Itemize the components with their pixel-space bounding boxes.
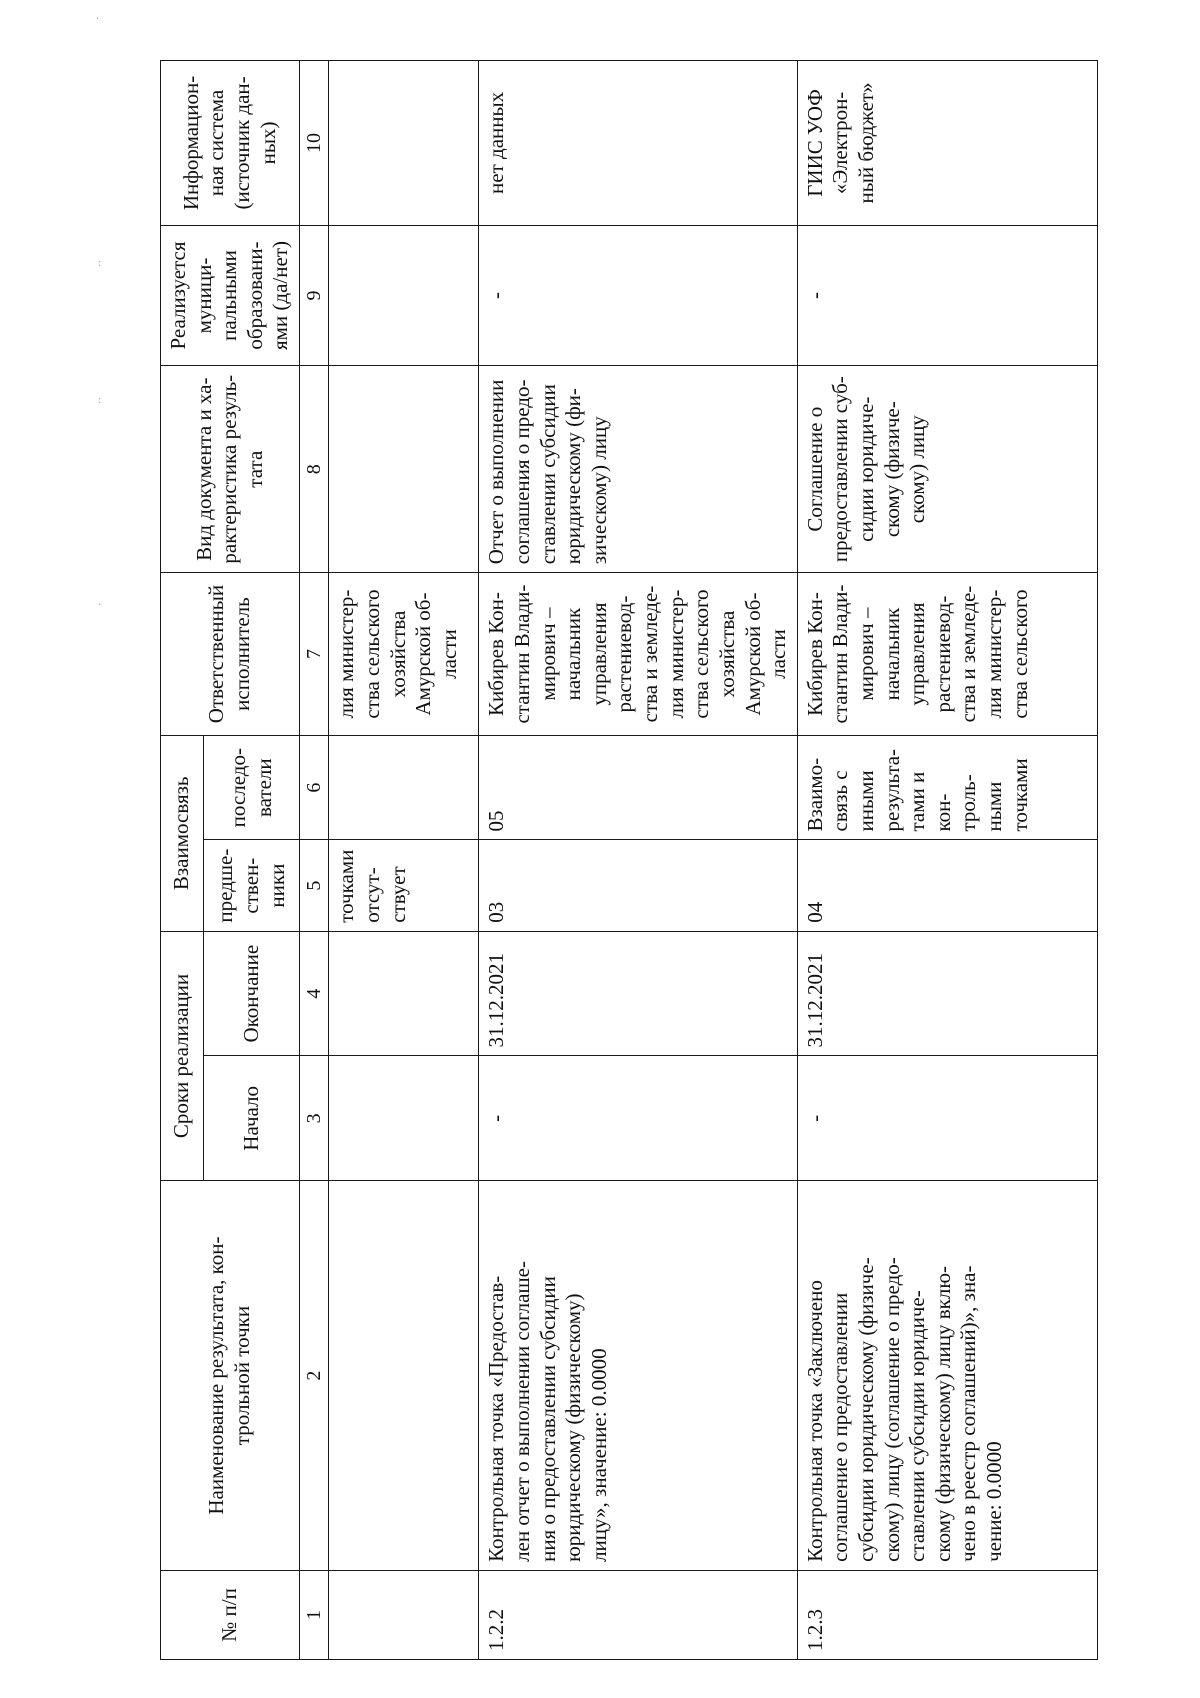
row-executor: Кибирев Кон- стантин Влади- мирович – начальник управления растениевод- ства и земледе- лия министер- ства сельского [797,573,1097,736]
row-executor: лия министер- ства сельского хозяйства Амурской об- ласти [329,573,479,736]
row-pred: 04 [797,840,1097,931]
scan-speck: · [96,14,100,25]
header-end: Окончание [204,931,300,1056]
row-system [329,61,479,226]
results-table [160,60,1098,1660]
scan-speck: : [98,395,102,406]
row-system: ГИИС УОФ «Электрон- ный бюджет» [797,61,1097,226]
column-number-row [300,61,329,1660]
header-succ: последо- ватели [204,735,300,840]
column-number: 4 [300,931,329,1056]
header-pred: предше- ствен- ники [204,840,300,931]
column-number: 1 [300,1570,329,1659]
row-start: - [797,1056,1097,1181]
header-relation: Взаимосвязь [161,735,204,931]
rotated-table-container [160,60,1080,1660]
row-doc [329,366,479,573]
row-end [329,931,479,1056]
row-succ: 05 [479,735,797,840]
scan-speck: : [98,258,102,269]
row-name [329,1181,479,1571]
column-number: 7 [300,573,329,736]
header-system: Информацион- ная система (источник дан- ных) [161,61,300,226]
row-doc: Отчет о выполнении соглашения о предо- ставлении субсидии юридическому (фи- зическому) лицу [479,366,797,573]
row-num [329,1570,479,1659]
row-num: 1.2.2 [479,1570,797,1659]
row-end: 31.12.2021 [479,931,797,1056]
header-num: № п/п [161,1570,300,1659]
column-number: 6 [300,735,329,840]
row-name: Контрольная точка «Заключено соглашение о предоставлении субсидии юридическому (физиче- скому) лицу (соглашение о предо- ставлении субсидии юридиче- скому (физическому) лицу вклю- чено в реестр соглашений)», зна- чение: 0.0000 [797,1181,1097,1571]
column-number: 2 [300,1181,329,1571]
row-succ [329,735,479,840]
column-number: 10 [300,61,329,226]
row-municipal: - [797,225,1097,365]
row-system: нет данных [479,61,797,226]
row-pred: 03 [479,840,797,931]
column-number: 3 [300,1056,329,1181]
table-row [797,61,1097,1660]
header-start: Начало [204,1056,300,1181]
column-number: 5 [300,840,329,931]
column-number: 9 [300,225,329,365]
row-start: - [479,1056,797,1181]
row-municipal [329,225,479,365]
row-name: Контрольная точка «Предостав- лен отчет о выполнении соглаше- ния о предоставлении субсидии юридическому (физическому) лицу», значение: 0.0000 [479,1181,797,1571]
row-num: 1.2.3 [797,1570,1097,1659]
scan-speck: · [98,600,102,611]
header-executor: Ответственный исполнитель [161,573,300,736]
column-number: 8 [300,366,329,573]
header-name: Наименование результата, кон- трольной точки [161,1181,300,1571]
header-terms: Сроки реализации [161,931,204,1180]
row-start [329,1056,479,1181]
row-succ: Взаимо- связь с иными результа- тами и кон- троль- ными точками [797,735,1097,840]
header-municipal: Реализуется муници- пальными образовани- ями (да/нет) [161,225,300,365]
table-row [479,61,797,1660]
row-doc: Соглашение о предоставлении суб- сидии юридиче- скому (физиче- скому) лицу [797,366,1097,573]
row-municipal: - [479,225,797,365]
row-executor: Кибирев Кон- стантин Влади- мирович – начальник управления растениевод- ства и земледе- лия министер- ства сельского хозяйства Амурской об- ласти [479,573,797,736]
row-pred: точками отсут- ствует [329,840,479,931]
table-row [329,61,479,1660]
header-doc: Вид документа и ха- рактеристика резуль- тата [161,366,300,573]
row-end: 31.12.2021 [797,931,1097,1056]
